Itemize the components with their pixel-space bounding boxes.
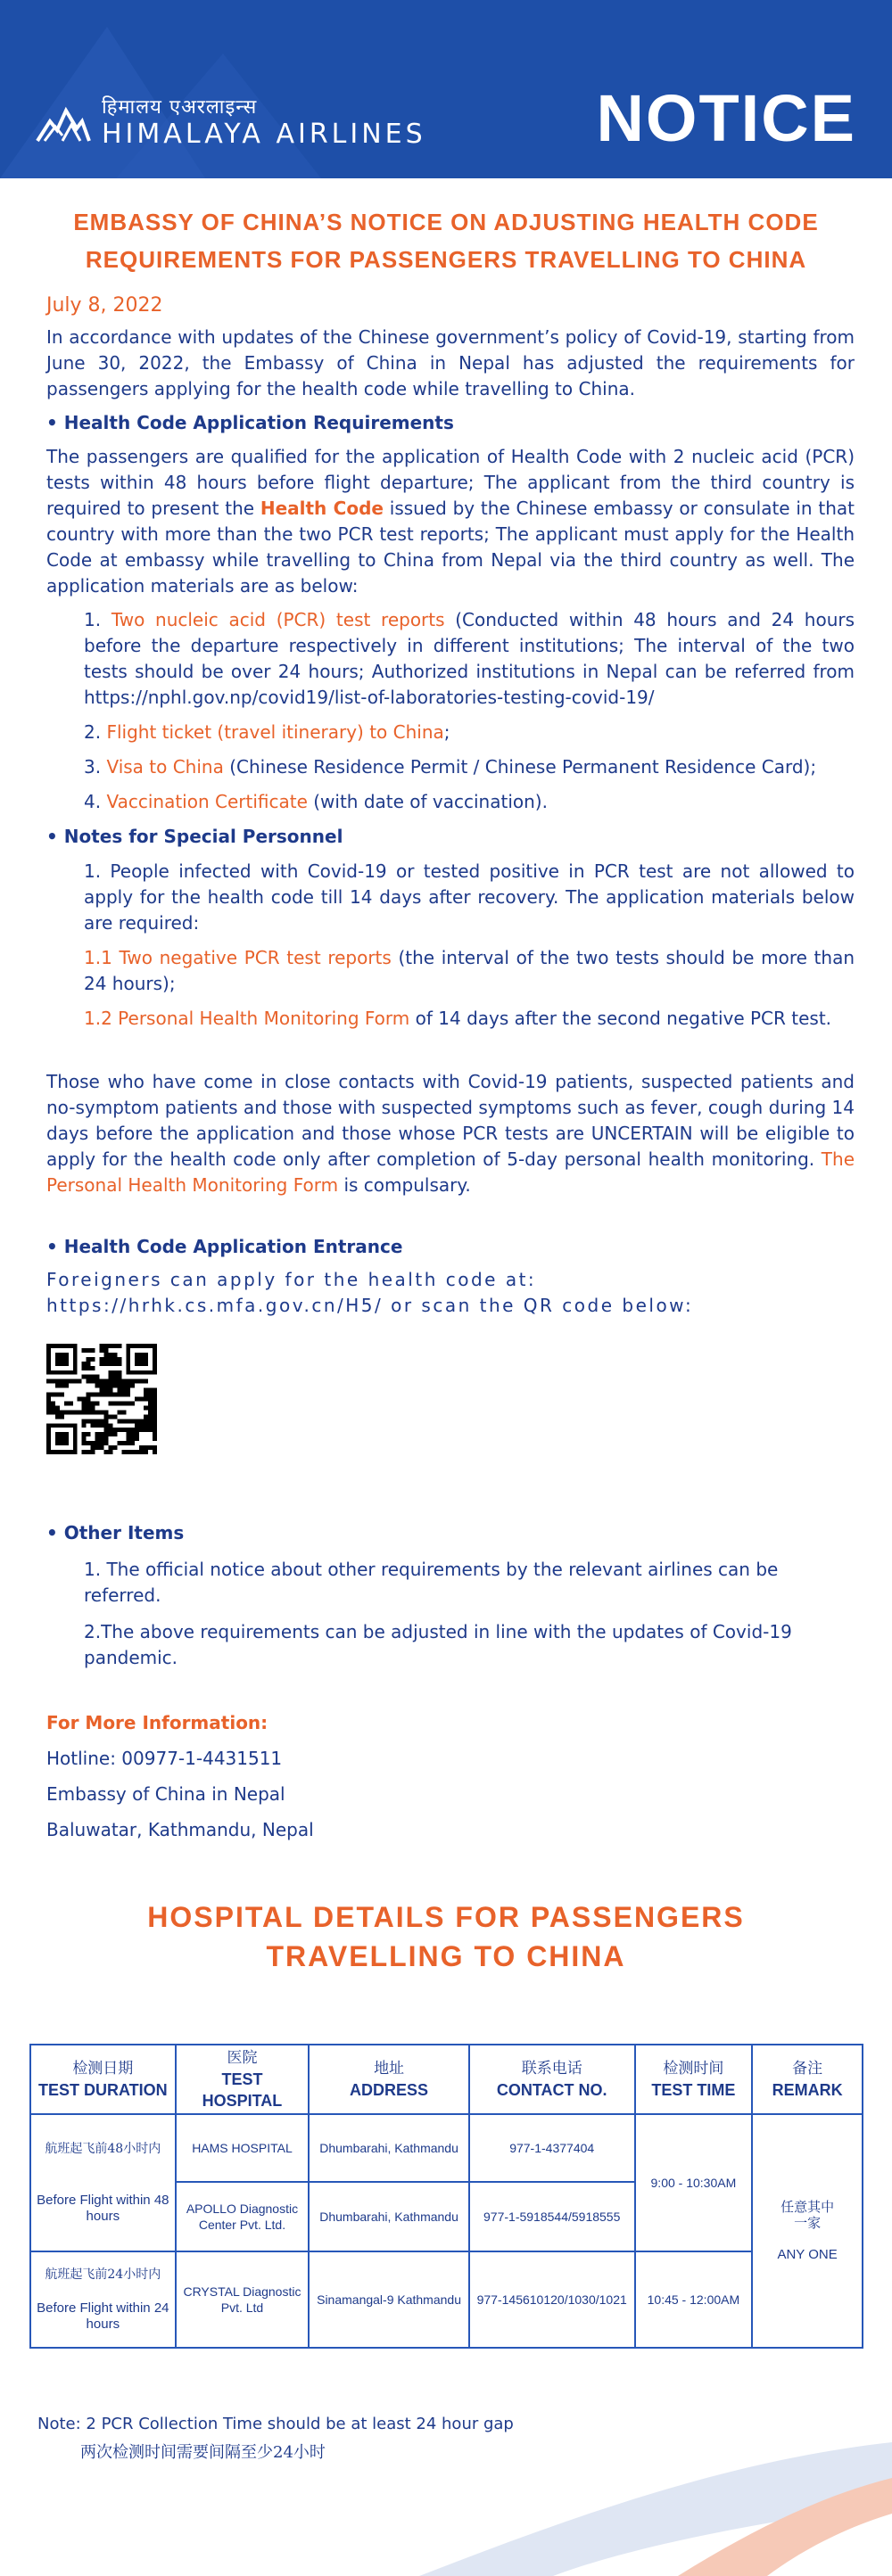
header-banner — [0, 0, 892, 178]
item-number: 1. — [84, 609, 102, 630]
contact-cell: 977-145610120/1030/1021 — [469, 2251, 635, 2348]
mountain-logo-icon — [36, 102, 91, 144]
header-en: TEST HOSPITAL — [202, 2070, 283, 2110]
item-number: 2. — [84, 721, 102, 743]
header-en: CONTACT NO. — [496, 2081, 607, 2099]
section-heading-special-personnel: • Notes for Special Personnel — [46, 826, 343, 847]
header-contact — [469, 2045, 635, 2114]
header-test-hospital — [176, 2045, 310, 2114]
header-address — [309, 2045, 469, 2114]
test-time-cell: 10:45 - 12:00AM — [635, 2251, 753, 2348]
laboratories-link[interactable]: https://nphl.gov.np/covid19/list-of-laboratories-testing-covid-19/ — [84, 687, 655, 708]
hospital-cell: HAMS HOSPITAL — [176, 2114, 310, 2182]
header-cn: 检测日期 — [72, 2060, 134, 2078]
other-items-para-2: 2.The above requirements can be adjusted in line with the updates of Covid-19 pandemic. — [84, 1621, 792, 1668]
test-time-cell: 9:00 - 10:30AM — [635, 2114, 753, 2251]
requirement-item-1 — [46, 607, 855, 711]
pcr-reports-highlight: 1.1 Two negative PCR test reports — [84, 947, 392, 968]
header-en: TEST TIME — [651, 2081, 736, 2099]
embassy-address: Baluwatar, Kathmandu, Nepal — [46, 1819, 314, 1840]
table-row — [30, 2114, 863, 2182]
remark-cell — [752, 2114, 863, 2348]
hospital-cell: APOLLO Diagnostic Center Pvt. Ltd. — [176, 2182, 310, 2251]
special-personnel-para-3 — [46, 1006, 855, 1032]
note-english: Note: 2 PCR Collection Time should be at least 24 hour gap — [37, 2415, 514, 2433]
address-cell: Sinamangal-9 Kathmandu — [309, 2251, 469, 2348]
table-header-row — [30, 2045, 863, 2114]
hospital-table — [29, 2044, 863, 2349]
remark-en: ANY ONE — [777, 2247, 838, 2262]
address-cell: Dhumbarahi, Kathmandu — [309, 2114, 469, 2182]
section-heading-entrance: • Health Code Application Entrance — [46, 1236, 403, 1257]
duration-48h-cell — [30, 2114, 176, 2251]
logo-devanagari: हिमालय एअरलाइन्स — [102, 96, 258, 119]
item-text: ; — [443, 721, 450, 743]
header-cn: 地址 — [374, 2060, 405, 2078]
decorative-swoosh — [0, 2380, 892, 2576]
header-en: TEST DURATION — [37, 2081, 168, 2099]
header-en: REMARK — [772, 2081, 843, 2099]
requirements-paragraph — [46, 444, 855, 599]
header-cn: 医院 — [227, 2049, 258, 2067]
notice-body — [46, 325, 855, 1843]
item-text: (Conducted within 48 hours and 24 hours before the departure respectively in different institutions; The interval of the two tests should be over 24 hours; Authorized institutions in Nepal can be referred from — [84, 609, 855, 682]
special-personnel-para-2 — [46, 945, 855, 997]
qr-code[interactable] — [46, 1344, 157, 1454]
item-highlight: Visa to China — [106, 756, 224, 778]
special-personnel-para-1: 1. People infected with Covid-19 or tested positive in PCR test are not allowed to apply for the health code till 14 days after recovery. The application materials below are required: — [84, 860, 855, 934]
pcr-reports-text: (the interval of the two tests should be more than 24 hours); — [84, 947, 855, 994]
hospital-title-line-2: TRAVELLING TO CHINA — [266, 1940, 626, 1972]
contact-cell: 977-1-5918544/5918555 — [469, 2182, 635, 2251]
item-highlight: Flight ticket (travel itinerary) to China — [106, 721, 444, 743]
hospital-section-title — [36, 1897, 856, 1976]
requirement-item-4 — [46, 789, 855, 815]
requirement-item-2 — [46, 720, 855, 745]
hospital-cell: CRYSTAL Diagnostic Pvt. Ltd — [176, 2251, 310, 2348]
item-number: 4. — [84, 791, 102, 812]
notice-heading: NOTICE — [596, 81, 856, 155]
page-title — [36, 203, 856, 278]
duration-24h-cell — [30, 2251, 176, 2348]
monitoring-form-highlight: 1.2 Personal Health Monitoring Form — [84, 1008, 410, 1029]
requirements-text-a: The passengers are qualified for the application of Health Code with 2 nucleic acid (PCR) tests within 48 hours before flight departure; The applicant from the third country is required to present the — [46, 446, 855, 519]
close-contacts-tail: is compulsary. — [338, 1174, 471, 1196]
hospital-title-line-1: HOSPITAL DETAILS FOR PASSENGERS — [147, 1901, 745, 1933]
header-test-duration — [30, 2045, 176, 2114]
header-test-time — [635, 2045, 753, 2114]
duration-en: Before Flight within 24 hours — [37, 2300, 169, 2332]
health-code-highlight: Health Code — [260, 498, 384, 519]
header-cn: 备注 — [792, 2060, 823, 2078]
note-chinese: 两次检测时间需要间隔至少24小时 — [80, 2443, 326, 2462]
item-text: (Chinese Residence Permit / Chinese Permanent Residence Card); — [223, 756, 817, 778]
qr-code-wrapper — [46, 1344, 855, 1461]
entrance-text: Foreigners can apply for the health code at: https://hrhk.cs.mfa.gov.cn/H5/ or scan the QR code below: — [46, 1269, 694, 1316]
header-en: ADDRESS — [350, 2081, 429, 2099]
hotline: Hotline: 00977-1-4431511 — [46, 1748, 283, 1769]
requirement-item-3 — [46, 754, 855, 780]
duration-cn: 航班起飞前48小时内 — [45, 2142, 161, 2156]
duration-cn: 航班起飞前24小时内 — [45, 2267, 161, 2282]
item-highlight: Two nucleic acid (PCR) test reports — [111, 609, 445, 630]
intro-paragraph: In accordance with updates of the Chinese government’s policy of Covid-19, starting from June 30, 2022, the Embassy of China in Nepal has adjusted the requirements for passengers applying for the health code while travelling to China. — [46, 326, 855, 399]
section-heading-other-items: • Other Items — [46, 1522, 185, 1543]
item-number: 3. — [84, 756, 102, 778]
header-remark — [752, 2045, 863, 2114]
requirements-text-b: issued by the Chinese embassy or consulate in that country with more than the two PCR test reports; The applicant must apply for the Health Code at embassy while travelling to China from Nepal via the third country as well. The application materials are as below: — [46, 498, 855, 597]
remark-cn: 任意其中一家 — [780, 2199, 835, 2231]
close-contacts-paragraph — [46, 1069, 855, 1198]
item-highlight: Vaccination Certificate — [106, 791, 308, 812]
header-cn: 检测时间 — [663, 2060, 724, 2078]
address-cell: Dhumbarahi, Kathmandu — [309, 2182, 469, 2251]
header-cn: 联系电话 — [521, 2060, 582, 2078]
logo-name: HIMALAYA AIRLINES — [102, 119, 426, 150]
monitoring-form-text: of 14 days after the second negative PCR test. — [409, 1008, 832, 1029]
embassy-name: Embassy of China in Nepal — [46, 1783, 285, 1805]
other-items-para-1: 1. The official notice about other requirements by the relevant airlines can be referred. — [84, 1559, 779, 1606]
airline-logo — [36, 96, 426, 150]
personal-form-highlight: The Personal Health Monitoring Form — [46, 1148, 855, 1196]
notice-date: July 8, 2022 — [46, 294, 163, 317]
more-info-heading: For More Information: — [46, 1712, 268, 1733]
item-text: (with date of vaccination). — [307, 791, 548, 812]
section-heading-requirements: • Health Code Application Requirements — [46, 412, 454, 433]
close-contacts-text: Those who have come in close contacts with Covid-19 patients, suspected patients and no-symptom patients and those with suspected symptoms such as fever, cough during 14 days before the application and those whose PCR tests are UNCERTAIN will be eligible to apply for the health code only after completion of 5-day personal health monitoring. — [46, 1071, 855, 1170]
contact-cell: 977-1-4377404 — [469, 2114, 635, 2182]
title-line-2: REQUIREMENTS FOR PASSENGERS TRAVELLING TO CHINA — [85, 246, 807, 273]
duration-en: Before Flight within 48 hours — [37, 2193, 169, 2224]
title-line-1: EMBASSY OF CHINA’S NOTICE ON ADJUSTING HEALTH CODE — [73, 209, 819, 235]
table-row — [30, 2251, 863, 2348]
